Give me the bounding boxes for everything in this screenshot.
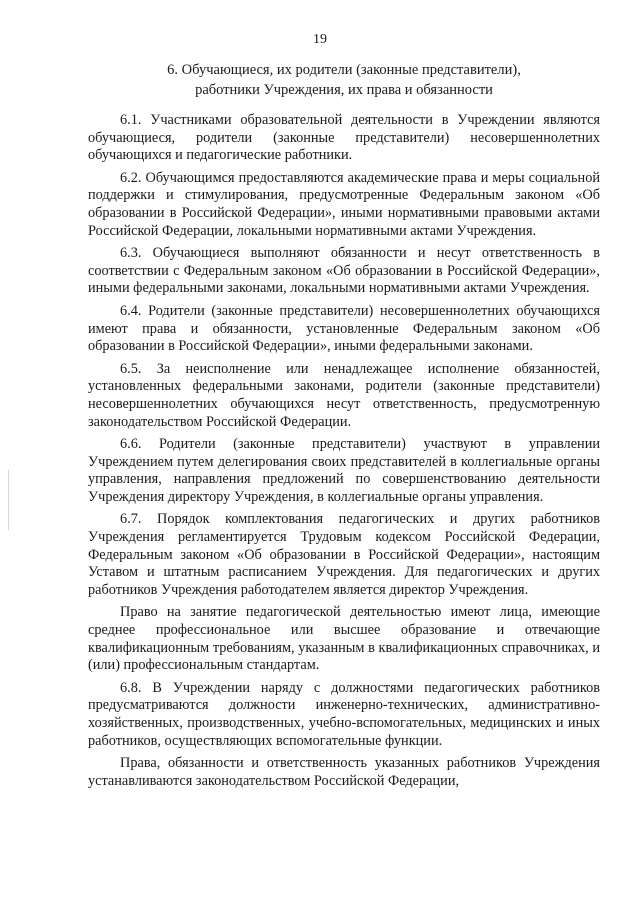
paragraph-6-6: 6.6. Родители (законные представители) участвуют в управлении Учреждением путем делегирования своих представителей в коллегиальные органы управления, направления предложений по совершенствованию деятельности Учреждения директору Учреждения, в коллегиальные органы управления.: [88, 436, 600, 505]
section-title-line-2: работники Учреждения, их права и обязанности: [195, 82, 493, 98]
section-title-line-1: 6. Обучающиеся, их родители (законные представители),: [167, 62, 521, 78]
paragraph-6-4: 6.4. Родители (законные представители) несовершеннолетних обучающихся имеют права и обязанности, установленные Федеральным законом «Об образовании в Российской Федерации», иными федеральными законами.: [88, 302, 600, 355]
paragraph-6-7-qualification: Право на занятие педагогической деятельностью имеют лица, имеющие среднее профессиональное или высшее образование и отвечающие квалификационным требованиям, указанным в квалификационных справочниках, и (или) профессиональным стандартам.: [88, 604, 600, 674]
section-title: [88, 60, 600, 100]
paragraph-6-8: 6.8. В Учреждении наряду с должностями педагогических работников предусматриваются должности инженерно-технических, административно-хозяйственных, производственных, учебно-вспомогательных, медицинских и иных работников, осуществляющих вспомогательные функции.: [88, 679, 600, 749]
paragraph-6-1: 6.1. Участниками образовательной деятельности в Учреждении являются обучающиеся, родители (законные представители) несовершеннолетних обучающихся и педагогические работники.: [88, 112, 600, 164]
page-number: 19: [313, 32, 327, 47]
paragraph-6-3: 6.3. Обучающиеся выполняют обязанности и несут ответственность в соответствии с Федеральным законом «Об образовании в Российской Федерации», иными федеральными законами, локальными нормативными актами Учреждения.: [88, 245, 600, 297]
scan-margin-mark: [8, 470, 9, 530]
paragraph-6-7: 6.7. Порядок комплектования педагогических и других работников Учреждения регламентируется Трудовым кодексом Российской Федерации, Федеральным законом «Об образовании в Российской Федерации», настоящим Уставом и штатным расписанием Учреждения. Для педагогических и других работников Учреждения работодателем является директор Учреждения.: [88, 511, 600, 598]
section-body: [88, 112, 600, 795]
paragraph-6-5: 6.5. За неисполнение или ненадлежащее исполнение обязанностей, установленных федеральными законами, родители (законные представители) несовершеннолетних обучающихся несут ответственность, предусмотренную законодательством Российской Федерации.: [88, 360, 600, 430]
paragraph-6-2: 6.2. Обучающимся предоставляются академические права и меры социальной поддержки и стимулирования, предусмотренные Федеральным законом «Об образовании в Российской Федерации», иными нормативными правовыми актами Российской Федерации, локальными нормативными актами Учреждения.: [88, 169, 600, 239]
paragraph-6-8-rights: Права, обязанности и ответственность указанных работников Учреждения устанавливаются законодательством Российской Федерации,: [88, 755, 600, 789]
